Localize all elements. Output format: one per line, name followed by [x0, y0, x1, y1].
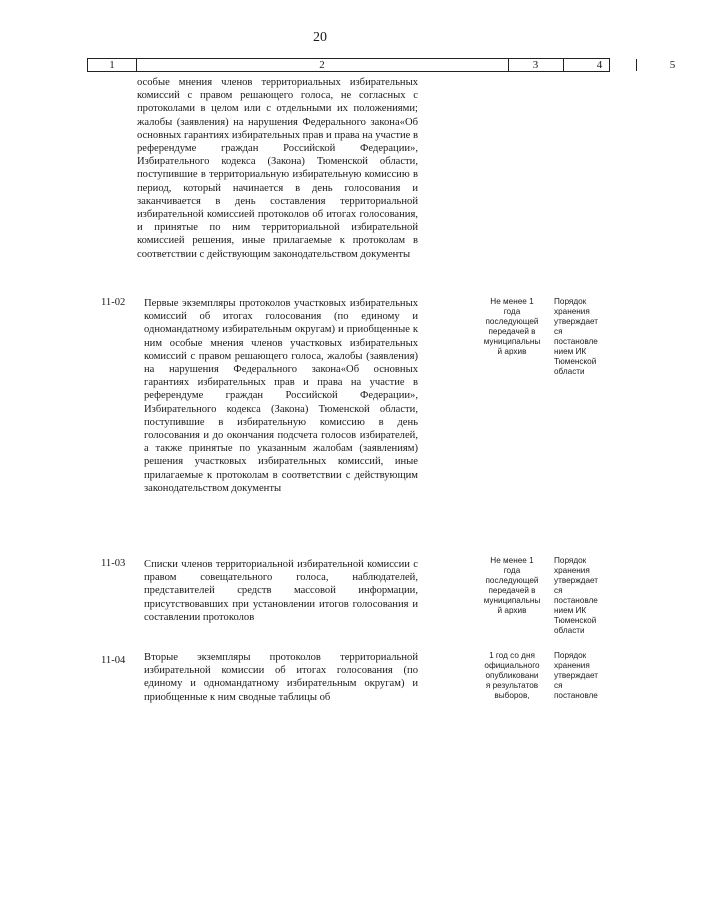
record-text: Вторые экземпляры протоколов территориальной избирательной комиссии об итогах голосования (по единому и одномандатному избирательным округам) и приобщенные к ним сводные таблицы об: [144, 652, 418, 703]
note-11-04: [554, 651, 616, 701]
record-code-11-03: 11-03: [101, 558, 126, 569]
note-line: ся: [554, 327, 563, 336]
note-line: постановле: [554, 691, 598, 700]
term-line: опубликовани: [485, 671, 539, 680]
term-line: передачей в: [488, 586, 536, 595]
note-line: нием ИК: [554, 347, 587, 356]
note-line: утверждает: [554, 671, 599, 680]
note-line: нием ИК: [554, 606, 587, 615]
note-line: постановле: [554, 337, 598, 346]
term-line: последующей: [485, 576, 539, 585]
page-number: 20: [313, 30, 327, 45]
retention-term-11-02: [476, 297, 548, 357]
note-line: хранения: [554, 661, 590, 670]
note-line: ся: [554, 586, 563, 595]
note-line: Порядок: [554, 297, 587, 306]
record-code-11-02: 11-02: [101, 297, 126, 308]
record-code-11-04: 11-04: [101, 655, 126, 666]
header-col-2: 2: [319, 59, 325, 71]
term-line: года: [503, 566, 521, 575]
note-line: утверждает: [554, 317, 599, 326]
retention-term-11-04: [476, 651, 548, 701]
note-line: Порядок: [554, 651, 587, 660]
note-line: Тюменской: [554, 357, 597, 366]
term-line: года: [503, 307, 521, 316]
term-line: муниципальны: [483, 337, 541, 346]
note-line: хранения: [554, 566, 590, 575]
header-col-1: 1: [109, 59, 115, 71]
header-col-4: 4: [596, 59, 603, 71]
record-title-11-04: [144, 651, 418, 704]
note-11-02: [554, 297, 616, 377]
term-line: й архив: [497, 347, 527, 356]
record-title-11-03: [144, 558, 418, 624]
record-text: Первые экземпляры протоколов участковых избирательных комиссий об итогах голосования (по единому и одномандатному избирательным округам) и приобщенные к ним особые мнения членов участковых избирательных комиссий с правом решающего голоса, жалобы (заявления) на нарушения Федерального закона«Об основных гарантиях избирательных прав и права на участие в референдуме граждан Российской Федерации», Избирательного кодекса (Закона) Тюменской области, поступившие в избирательную комиссию в день голосования и до окончания подсчета голосов избирателей, а также принятые по указанным жалобам (заявлениям) решения участковых избирательных комиссий, иные прилагаемые к протоколам в соответствии с действующим законодательством документы: [144, 298, 418, 494]
note-line: хранения: [554, 307, 590, 316]
continuation-paragraph: особые мнения членов территориальных избирательных комиссий с правом решающего голоса, не согласных с протоколами в целом или с отдельными их положениями; жалобы (заявления) на нарушения Федерального закона«Об основных гарантиях избирательных прав и права на участие в референдуме граждан Российской Федерации», Избирательного кодекса (Закона) Тюменской области, поступившие в территориальную избирательную комиссию в период, который начинается в день голосования и заканчивается в день составления территориальной избирательной комиссией протоколов об итогах голосования, и принятые по ним территориальной избирательной комиссией решения, иные прилагаемые к протоколам в соответствии с действующим законодательством документы: [137, 77, 418, 260]
term-line: последующей: [485, 317, 539, 326]
term-line: й архив: [497, 606, 527, 615]
note-line: постановле: [554, 596, 598, 605]
table-header-row: [87, 58, 676, 72]
term-line: официального: [484, 661, 540, 670]
term-line: я результатов: [485, 681, 539, 690]
term-line: передачей в: [488, 327, 536, 336]
note-line: Тюменской: [554, 616, 597, 625]
note-line: утверждает: [554, 576, 599, 585]
note-11-03: [554, 556, 616, 636]
note-line: Порядок: [554, 556, 587, 565]
term-line: выборов,: [494, 691, 530, 700]
note-line: области: [554, 626, 585, 635]
record-text: Списки членов территориальной избирательной комиссии с правом совещательного голоса, наблюдателей, представителей средств массовой информации, присутствовавших при установлении итогов голосования и составлении протоколов: [144, 559, 418, 623]
term-line: Не менее 1: [490, 297, 534, 306]
note-line: ся: [554, 681, 563, 690]
note-line: области: [554, 367, 585, 376]
term-line: 1 год со дня: [489, 651, 535, 660]
term-line: муниципальны: [483, 596, 541, 605]
term-line: Не менее 1: [490, 556, 534, 565]
record-title-11-02: [144, 297, 418, 495]
continuation-text: [137, 76, 418, 261]
retention-term-11-03: [476, 556, 548, 616]
header-col-3: 3: [532, 59, 539, 71]
header-col-5: 5: [669, 59, 676, 71]
